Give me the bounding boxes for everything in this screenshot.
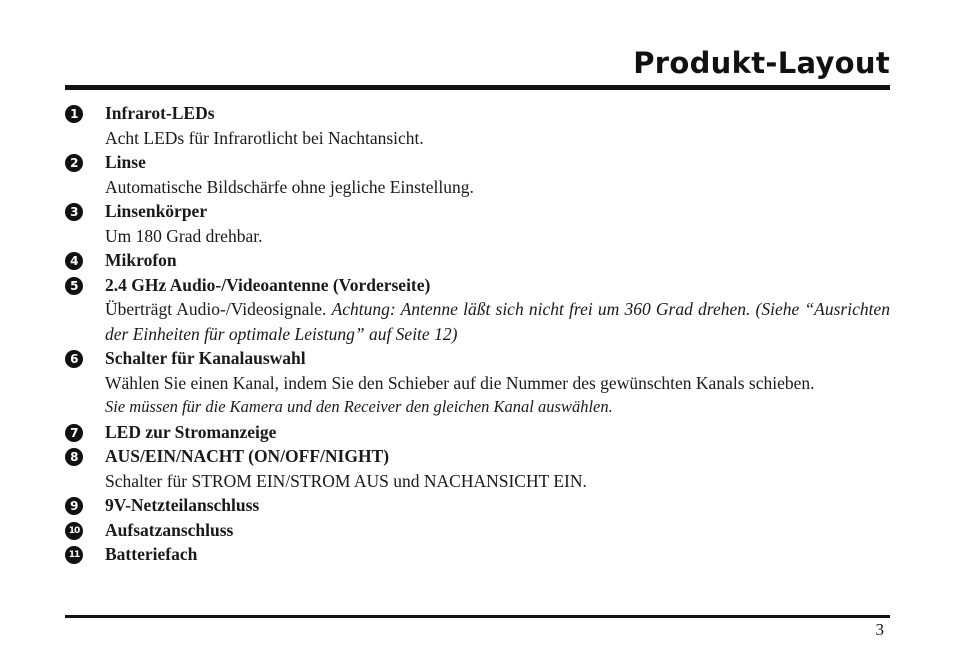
- number-badge: 2: [65, 154, 83, 172]
- item-description-text: Überträgt Audio-/Videosignale.: [105, 299, 327, 319]
- number-badge: 9: [65, 497, 83, 515]
- item-description: Automatische Bildschärfe ohne jegliche Einstellung.: [105, 176, 474, 197]
- item-title: Batteriefach: [105, 544, 198, 564]
- list-item-2: [65, 150, 890, 199]
- page-number: 3: [875, 620, 884, 639]
- number-badge: 3: [65, 203, 83, 221]
- item-title: LED zur Stromanzeige: [105, 421, 277, 442]
- list-item-4: [65, 248, 890, 273]
- item-description: Wählen Sie einen Kanal, indem Sie den Schieber auf die Nummer des gewünschten Kanals schieben.: [105, 372, 815, 393]
- item-title: Linse: [105, 152, 146, 172]
- item-title: Aufsatzanschluss: [105, 519, 234, 540]
- top-divider: [65, 85, 890, 90]
- bottom-divider: [65, 615, 890, 618]
- list-item-6: [65, 346, 890, 420]
- item-title: 2.4 GHz Audio-/Videoantenne (Vorderseite): [105, 274, 431, 295]
- page-title: Produkt-Layout: [633, 46, 890, 80]
- list-item-5: [65, 273, 890, 347]
- number-badge: 1: [65, 105, 83, 123]
- list-item-1: [65, 101, 890, 150]
- item-title: Infrarot-LEDs: [105, 103, 215, 123]
- list-item-10: [65, 518, 890, 543]
- list-item-8: [65, 444, 890, 493]
- item-title: AUS/EIN/NACHT (ON/OFF/NIGHT): [105, 446, 390, 466]
- item-description: [105, 297, 890, 346]
- item-title: Linsenkörper: [105, 201, 208, 221]
- component-list: [65, 101, 890, 567]
- item-title: Mikrofon: [105, 250, 177, 270]
- number-badge: 4: [65, 252, 83, 270]
- number-badge: 11: [65, 546, 83, 564]
- list-item-3: [65, 199, 890, 248]
- number-badge: 6: [65, 350, 83, 368]
- item-note: Achtung: Antenne läßt sich nicht frei um 360 Grad drehen. (Siehe “Ausrichten der Einheiten für optimale Leistung” auf Seite 12): [105, 299, 890, 344]
- number-badge: 8: [65, 448, 83, 466]
- list-item-9: [65, 493, 890, 518]
- number-badge: 5: [65, 277, 83, 295]
- item-description: Acht LEDs für Infrarotlicht bei Nachtansicht.: [105, 127, 424, 148]
- item-description: Schalter für STROM EIN/STROM AUS und NACHANSICHT EIN.: [105, 470, 587, 491]
- item-title: 9V-Netzteilanschluss: [105, 495, 260, 515]
- number-badge: 10: [65, 522, 83, 540]
- item-note: Sie müssen für die Kamera und den Receiver den gleichen Kanal auswählen.: [105, 397, 613, 416]
- list-item-11: [65, 542, 890, 567]
- item-description: Um 180 Grad drehbar.: [105, 225, 263, 246]
- list-item-7: [65, 420, 890, 445]
- number-badge: 7: [65, 424, 83, 442]
- item-title: Schalter für Kanalauswahl: [105, 348, 306, 368]
